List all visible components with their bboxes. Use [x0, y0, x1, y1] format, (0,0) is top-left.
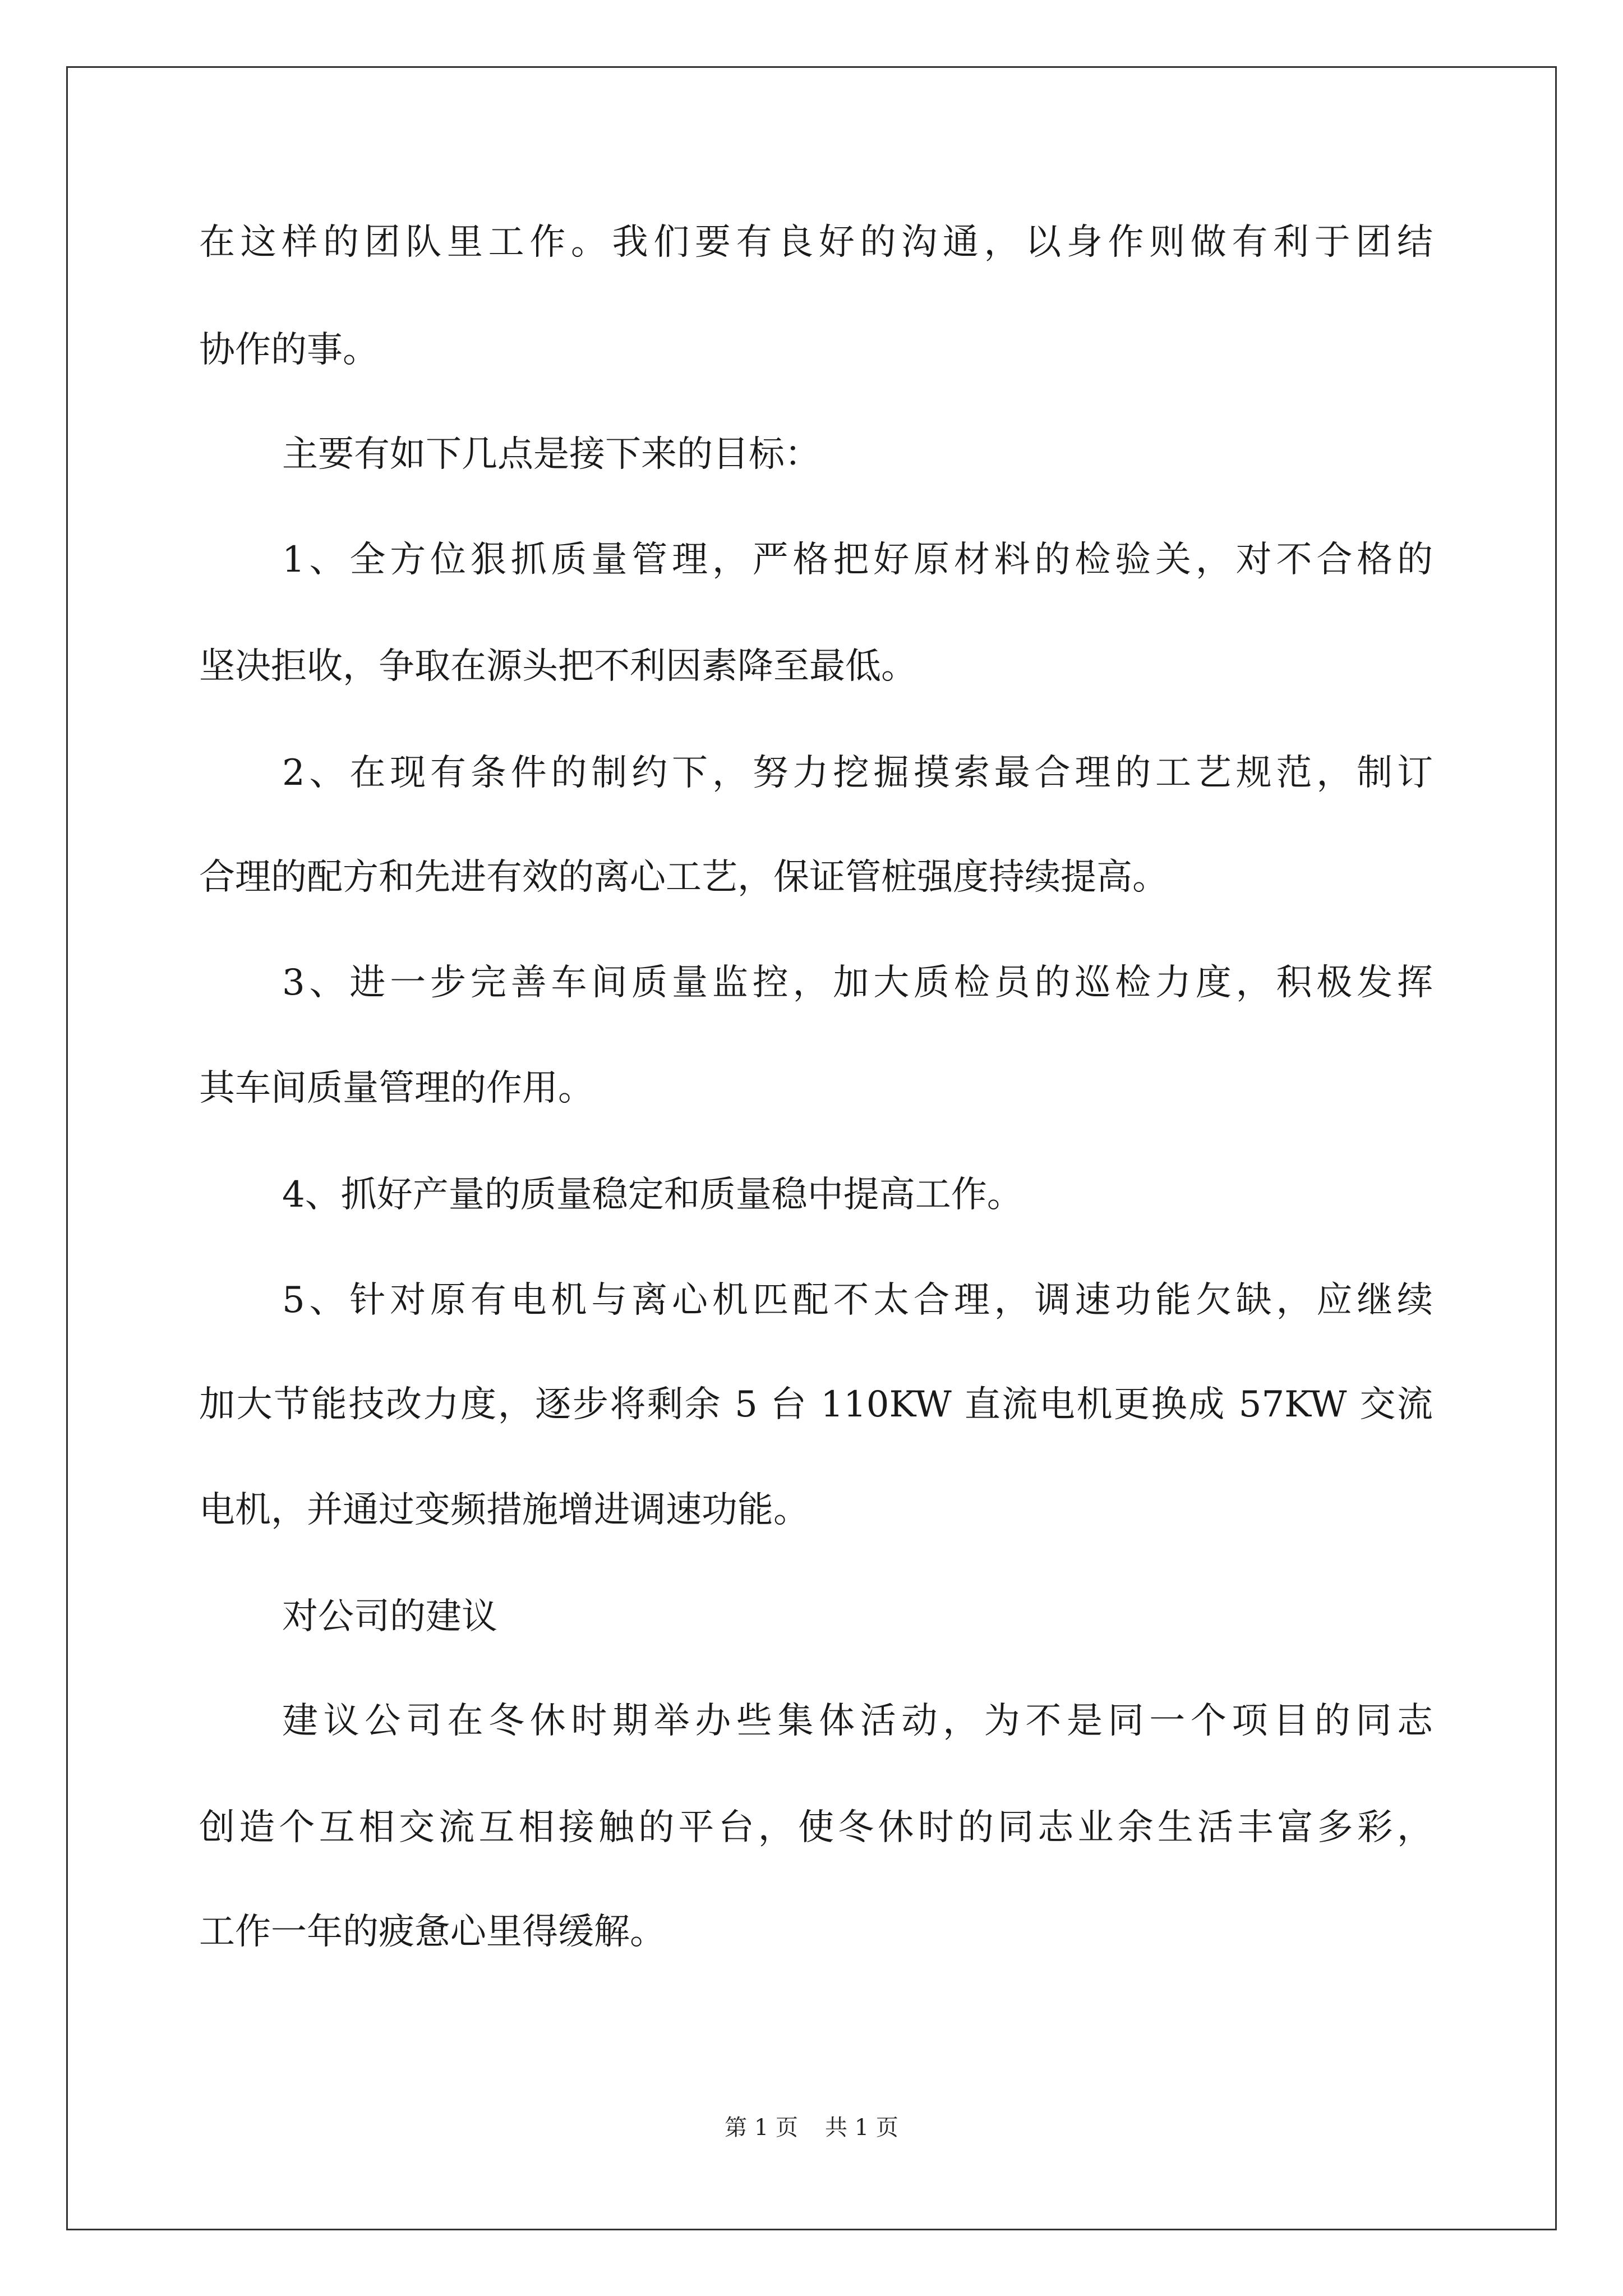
paragraph-line: 电机，并通过变频措施增进调速功能。	[199, 1489, 809, 1531]
section-heading: 对公司的建议	[282, 1596, 497, 1637]
page-number: 第 1 页	[725, 2115, 798, 2141]
paragraph-line: 协作的事。	[199, 329, 379, 371]
paragraph-line: 坚决拒收，争取在源头把不利因素降至最低。	[199, 646, 917, 687]
paragraph-line: 工作一年的疲惫心里得缓解。	[199, 1911, 666, 1953]
page-total: 共 1 页	[825, 2115, 898, 2141]
paragraph-line: 合理的配方和先进有效的离心工艺，保证管桩强度持续提高。	[199, 857, 1168, 898]
page-footer	[0, 2116, 1623, 2139]
paragraph-line: 1、全方位狠抓质量管理，严格把好原材料的检验关，对不合格的	[282, 539, 1433, 581]
paragraph-line: 创造个互相交流互相接触的平台，使冬休时的同志业余生活丰富多彩，	[199, 1807, 1433, 1848]
paragraph-line: 主要有如下几点是接下来的目标：	[282, 434, 820, 475]
paragraph-line: 加大节能技改力度，逐步将剩余 5 台 110KW 直流电机更换成 57KW 交流	[199, 1384, 1433, 1425]
paragraph-line: 4、抓好产量的质量稳定和质量稳中提高工作。	[282, 1174, 1023, 1216]
paragraph-line: 其车间质量管理的作用。	[199, 1068, 594, 1109]
paragraph-line: 在这样的团队里工作。我们要有良好的沟通，以身作则做有利于团结	[199, 222, 1433, 263]
paragraph-line: 2、在现有条件的制约下，努力挖掘摸索最合理的工艺规范，制订	[282, 752, 1433, 794]
paragraph-line: 5、针对原有电机与离心机匹配不太合理，调速功能欠缺，应继续	[282, 1280, 1433, 1321]
paragraph-line: 建议公司在冬休时期举办些集体活动，为不是同一个项目的同志	[282, 1700, 1433, 1742]
paragraph-line: 3、进一步完善车间质量监控，加大质检员的巡检力度，积极发挥	[282, 962, 1433, 1004]
page-border	[66, 66, 1557, 2230]
